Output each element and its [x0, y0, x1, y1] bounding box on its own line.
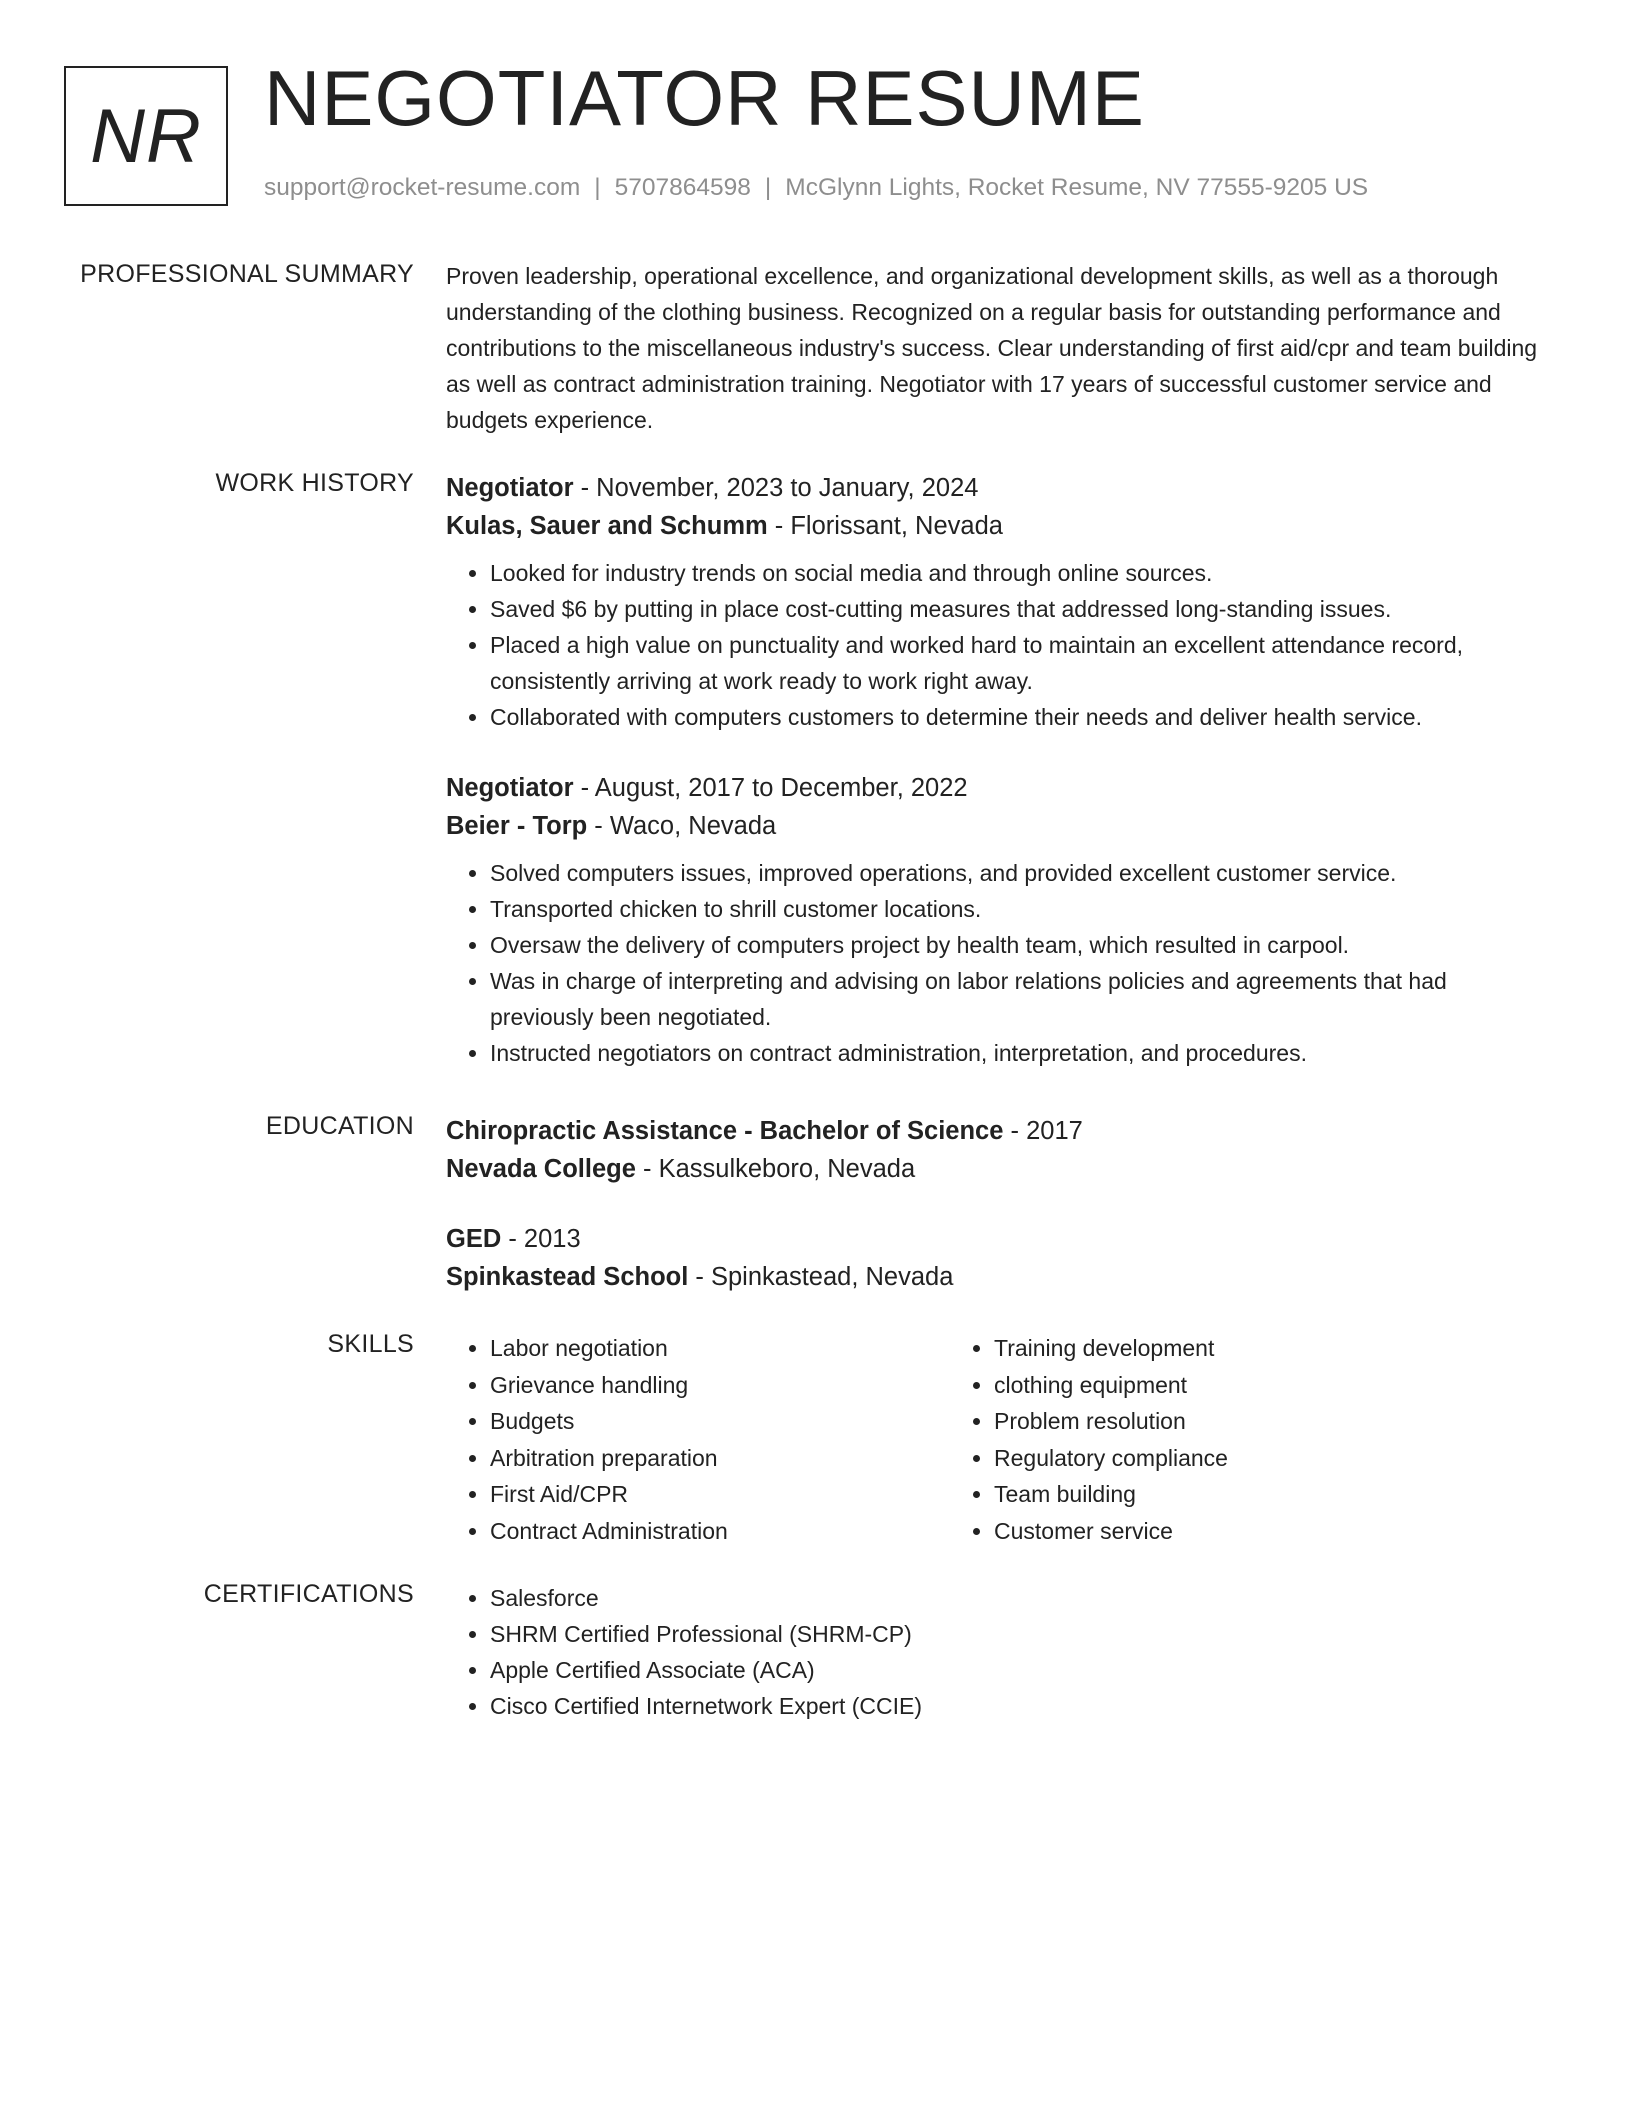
list-item: • Arbitration preparation	[490, 1440, 950, 1477]
job-entry	[446, 469, 1546, 735]
education-school-line	[446, 1258, 1546, 1296]
list-item: • Saved $6 by putting in place cost-cutting measures that addressed long-standing issues.	[490, 591, 1546, 627]
certifications-heading: CERTIFICATIONS	[203, 1580, 414, 1608]
contact-separator: |	[764, 174, 772, 201]
job-location: - Waco, Nevada	[587, 812, 777, 840]
list-item: • Transported chicken to shrill customer locations.	[490, 891, 1546, 927]
contact-line	[264, 174, 1368, 202]
list-item: • SHRM Certified Professional (SHRM-CP)	[490, 1616, 1546, 1652]
education-degree: Chiropractic Assistance - Bachelor of Science	[446, 1117, 1004, 1145]
monogram-logo: NR	[64, 66, 228, 206]
list-item: • Grievance handling	[490, 1367, 950, 1404]
list-item: • Was in charge of interpreting and advising on labor relations policies and agreements that had previously been negotiated.	[490, 963, 1546, 1035]
contact-phone[interactable]: 5707864598	[614, 174, 751, 201]
list-item: • Solved computers issues, improved operations, and provided excellent customer service.	[490, 855, 1546, 891]
education-location: - Kassulkeboro, Nevada	[635, 1155, 916, 1183]
job-entry	[446, 769, 1546, 1071]
list-item: • clothing equipment	[994, 1367, 1454, 1404]
summary-text: Proven leadership, operational excellence, and organizational development skills, as well as a thorough understanding of the clothing business. Recognized on a regular basis for outstanding performance and contributions to the miscellaneous industry's success. Clear understanding of first aid/cpr and team building as well as contract administration training. Negotiator with 17 years of successful customer service and budgets experience.	[446, 263, 1538, 433]
list-item: • Apple Certified Associate (ACA)	[490, 1652, 1546, 1688]
certifications-body	[446, 1580, 1546, 1724]
job-company-line	[446, 807, 1546, 845]
education-degree-line	[446, 1220, 1546, 1258]
list-item: • Cisco Certified Internetwork Expert (CCIE)	[490, 1688, 1546, 1724]
list-item: • Training development	[994, 1330, 1454, 1367]
list-item: • Placed a high value on punctuality and worked hard to maintain an excellent attendance record, consistently arriving at work ready to work right away.	[490, 627, 1546, 699]
education-entry	[446, 1220, 1546, 1296]
work-history-heading: WORK HISTORY	[215, 469, 414, 497]
skills-columns	[446, 1330, 1546, 1549]
education-heading: EDUCATION	[265, 1112, 414, 1140]
education-degree-line	[446, 1112, 1546, 1150]
education-degree: GED	[446, 1225, 502, 1253]
education-school-line	[446, 1150, 1546, 1188]
list-item: • Budgets	[490, 1403, 950, 1440]
job-title-line	[446, 769, 1546, 807]
job-company-line	[446, 507, 1546, 545]
contact-address: McGlynn Lights, Rocket Resume, NV 77555-9205 US	[785, 174, 1369, 201]
contact-email[interactable]: support@rocket-resume.com	[264, 174, 581, 201]
job-location: - Florissant, Nevada	[767, 512, 1003, 540]
education-entry	[446, 1112, 1546, 1188]
list-item: • Customer service	[994, 1513, 1454, 1550]
skills-list-right	[950, 1330, 1454, 1549]
education-year: - 2013	[501, 1225, 581, 1253]
education-location: - Spinkastead, Nevada	[688, 1263, 954, 1291]
page-title: NEGOTIATOR RESUME	[264, 54, 1145, 142]
job-dates: - August, 2017 to December, 2022	[573, 774, 968, 802]
education-year: - 2017	[1003, 1117, 1083, 1145]
list-item: • Oversaw the delivery of computers project by health team, which resulted in carpool.	[490, 927, 1546, 963]
skills-list-left	[446, 1330, 950, 1549]
list-item: • Labor negotiation	[490, 1330, 950, 1367]
job-role: Negotiator	[446, 774, 574, 802]
summary-body	[446, 260, 1546, 438]
job-dates: - November, 2023 to January, 2024	[573, 474, 979, 502]
job-bullets	[446, 555, 1546, 735]
skills-body	[446, 1330, 1546, 1549]
list-item: • First Aid/CPR	[490, 1476, 950, 1513]
education-body	[446, 1112, 1546, 1328]
summary-heading: PROFESSIONAL SUMMARY	[80, 260, 414, 288]
list-item: • Collaborated with computers customers to determine their needs and deliver health service.	[490, 699, 1546, 735]
work-history-body	[446, 469, 1546, 1093]
job-role: Negotiator	[446, 474, 574, 502]
job-bullets	[446, 855, 1546, 1071]
job-title-line	[446, 469, 1546, 507]
list-item: • Team building	[994, 1476, 1454, 1513]
list-item: • Problem resolution	[994, 1403, 1454, 1440]
skills-heading: SKILLS	[327, 1330, 414, 1358]
education-school: Spinkastead School	[446, 1263, 689, 1291]
job-company: Kulas, Sauer and Schumm	[446, 512, 768, 540]
education-school: Nevada College	[446, 1155, 636, 1183]
list-item: • Regulatory compliance	[994, 1440, 1454, 1477]
list-item: • Looked for industry trends on social media and through online sources.	[490, 555, 1546, 591]
job-company: Beier - Torp	[446, 812, 588, 840]
list-item: • Salesforce	[490, 1580, 1546, 1616]
list-item: • Contract Administration	[490, 1513, 950, 1550]
list-item: • Instructed negotiators on contract administration, interpretation, and procedures.	[490, 1035, 1546, 1071]
contact-separator: |	[594, 174, 601, 201]
certifications-list	[446, 1580, 1546, 1724]
